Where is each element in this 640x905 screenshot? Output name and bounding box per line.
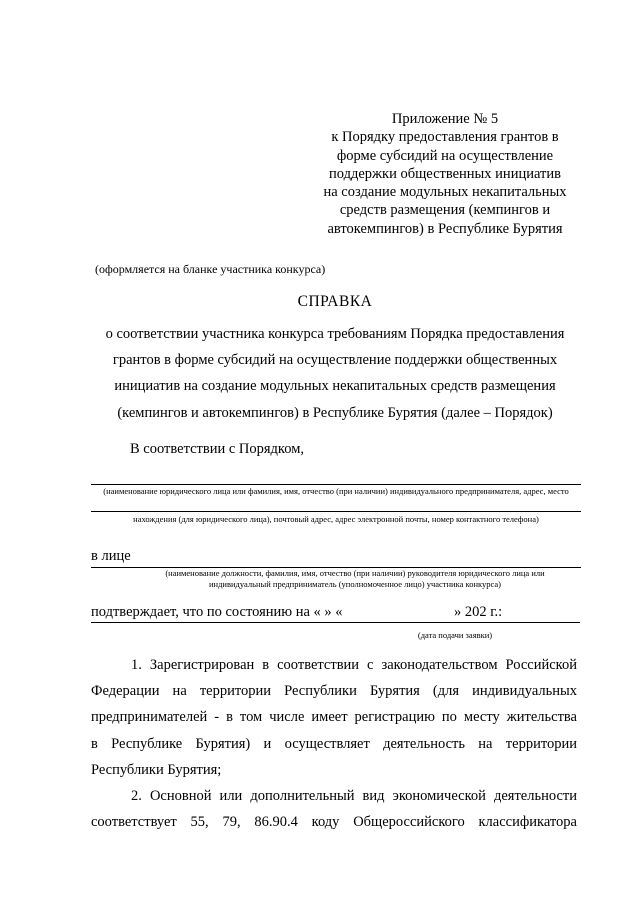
clause-1 xyxy=(91,652,577,783)
intro-text: В соответствии с Порядком, xyxy=(130,441,305,457)
subject-line: грантов в форме субсидий на осуществление поддержки общественных xyxy=(112,352,558,369)
participant-name-line xyxy=(91,484,581,485)
in-person-label: в лице xyxy=(91,548,131,564)
representative-caption: (наименование должности, фамилия, имя, отчество (при наличии) руководителя юридического лица или xyxy=(165,568,545,578)
clause-line: 1. Зарегистрирован в соответствии с законодательством Российской xyxy=(131,657,577,673)
date-caption: (дата подачи заявки) xyxy=(417,630,493,640)
subject-line: о соответствии участника конкурса требованиям Порядка предоставления xyxy=(105,326,565,342)
confirm-line xyxy=(91,622,580,623)
confirm-year: » 202 г.: xyxy=(454,604,503,620)
participant-name-caption: (наименование юридического лица или фамилия, имя, отчество (при наличии) индивидуального предпринимателя, адрес, место xyxy=(103,486,569,496)
representative-caption-2: индивидуальный предприниматель (уполномоченное лицо) участника конкурса) xyxy=(209,579,501,589)
document-subject xyxy=(80,321,590,426)
participant-address-caption: нахождения (для юридического лица), почтовый адрес, адрес электронной почты, номер контактного телефона) xyxy=(133,514,539,524)
clause-line: Республики Бурятия; xyxy=(91,761,222,778)
document-title: СПРАВКА xyxy=(297,293,373,310)
clause-line: в Республике Бурятия) и осуществляет деятельность на территории xyxy=(91,735,577,752)
clause-line: предпринимателей - в том числе имеет регистрацию по месту жительства xyxy=(91,709,577,726)
appendix-line: Приложение № 5 xyxy=(391,111,499,127)
clause-2 xyxy=(91,783,577,835)
appendix-header xyxy=(300,110,590,238)
clause-line: соответствует 55, 79, 86.90.4 коду Общероссийского классификатора xyxy=(91,814,577,831)
clause-line: 2. Основной или дополнительный вид экономической деятельности xyxy=(131,788,577,804)
appendix-line: на создание модульных некапитальных xyxy=(323,184,567,201)
participant-address-line xyxy=(91,511,581,512)
appendix-line: средств размещения (кемпингов и xyxy=(339,202,551,219)
appendix-line: к Порядку предоставления грантов в xyxy=(331,129,559,146)
subject-line: инициатив на создание модульных некапитальных средств размещения xyxy=(114,378,556,395)
appendix-line: поддержки общественных инициатив xyxy=(329,165,561,182)
confirm-text: подтверждает, что по состоянию на « » « xyxy=(91,604,343,620)
appendix-line: форме субсидий на осуществление xyxy=(336,147,554,164)
subject-line: (кемпингов и автокемпингов) в Республике Бурятия (далее – Порядок) xyxy=(117,404,553,421)
blank-note: (оформляется на бланке участника конкурса) xyxy=(95,262,326,276)
appendix-line: автокемпингов) в Республике Бурятия xyxy=(327,220,563,237)
clause-line: Федерации на территории Республики Бурятия (для индивидуальных xyxy=(91,683,577,700)
